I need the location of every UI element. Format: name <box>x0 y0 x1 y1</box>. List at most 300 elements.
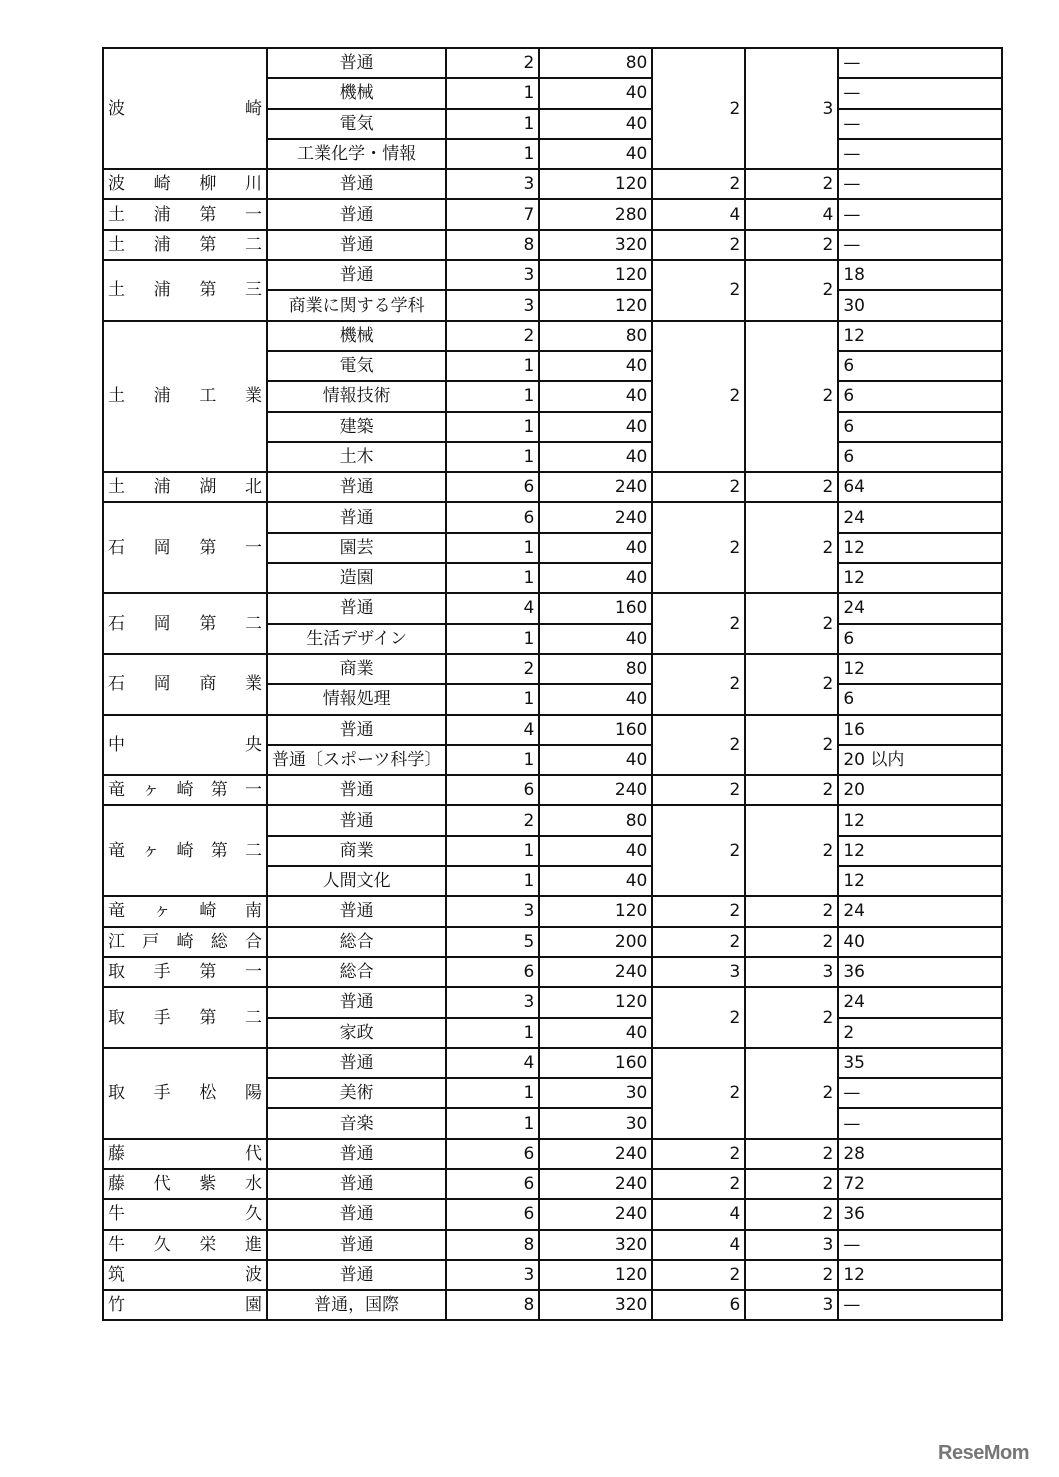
note-cell: — <box>838 1108 1002 1138</box>
school-name-char: 湖 <box>199 477 217 498</box>
course-cell: 普通 <box>267 1230 446 1260</box>
capacity-cell: 40 <box>539 351 652 381</box>
col6-cell: 3 <box>745 48 838 169</box>
classes-cell: 2 <box>446 654 539 684</box>
classes-cell: 1 <box>446 745 539 775</box>
course-cell: 建築 <box>267 412 446 442</box>
course-cell: 普通 <box>267 1260 446 1290</box>
table-row <box>103 1139 1002 1169</box>
school-name-char: 第 <box>199 204 217 225</box>
school-name-char: 取 <box>108 1007 125 1028</box>
capacity-cell: 320 <box>539 230 652 260</box>
capacity-cell: 40 <box>539 109 652 139</box>
school-name-char: 水 <box>244 1174 262 1195</box>
table-row <box>103 169 1002 199</box>
course-cell: 普通 <box>267 1048 446 1078</box>
capacity-cell: 320 <box>539 1290 652 1320</box>
course-cell: 情報技術 <box>267 381 446 411</box>
col5-cell: 2 <box>652 1260 745 1290</box>
table-row <box>103 1290 1002 1320</box>
course-cell: 普通 <box>267 593 446 623</box>
school-name-char: 第 <box>199 280 217 301</box>
school-name-char: 一 <box>244 962 262 983</box>
school-name-char: 川 <box>244 174 262 195</box>
capacity-cell: 40 <box>539 442 652 472</box>
classes-cell: 3 <box>446 290 539 320</box>
school-name-cell <box>103 654 267 715</box>
table-row <box>103 1199 1002 1229</box>
note-cell: 12 <box>838 533 1002 563</box>
school-name-char: 紫 <box>199 1174 217 1195</box>
course-cell: 普通 <box>267 987 446 1017</box>
note-cell: 20 <box>838 775 1002 805</box>
capacity-cell: 120 <box>539 260 652 290</box>
col6-cell: 3 <box>745 1290 838 1320</box>
col6-cell: 3 <box>745 1230 838 1260</box>
col6-cell: 2 <box>745 593 838 654</box>
school-name-char: 柳 <box>199 174 217 195</box>
classes-cell: 5 <box>446 927 539 957</box>
col6-cell: 2 <box>745 1139 838 1169</box>
table-row <box>103 472 1002 502</box>
school-name-cell <box>103 593 267 654</box>
school-name-char: 二 <box>244 234 262 255</box>
col5-cell: 2 <box>652 169 745 199</box>
col6-cell: 2 <box>745 1169 838 1199</box>
capacity-cell: 240 <box>539 1169 652 1199</box>
classes-cell: 1 <box>446 351 539 381</box>
school-name-cell <box>103 1260 267 1290</box>
school-name-char: 二 <box>244 1007 262 1028</box>
resemom-watermark-logo: ReseMom <box>938 1442 1029 1464</box>
school-name-char: 久 <box>245 1204 262 1225</box>
col5-cell: 2 <box>652 654 745 715</box>
col6-cell: 2 <box>745 1048 838 1139</box>
col6-cell: 2 <box>745 321 838 472</box>
col5-cell: 2 <box>652 502 745 593</box>
note-cell: 12 <box>838 805 1002 835</box>
classes-cell: 6 <box>446 957 539 987</box>
classes-cell: 1 <box>446 139 539 169</box>
school-name-char: 牛 <box>108 1234 125 1255</box>
capacity-cell: 40 <box>539 563 652 593</box>
col5-cell: 2 <box>652 805 745 896</box>
school-name-char: 竜 <box>108 840 125 861</box>
table-row <box>103 805 1002 835</box>
course-cell: 機械 <box>267 321 446 351</box>
note-cell: 18 <box>838 260 1002 290</box>
table-row <box>103 1230 1002 1260</box>
school-name-cell <box>103 321 267 472</box>
school-name-char: 南 <box>244 901 262 922</box>
table-body <box>103 48 1002 1320</box>
note-cell: 6 <box>838 442 1002 472</box>
school-name-char: 土 <box>108 234 125 255</box>
school-name-char: 取 <box>108 962 125 983</box>
col5-cell: 2 <box>652 48 745 169</box>
school-name-char: 第 <box>199 234 217 255</box>
school-name-char: 央 <box>245 734 262 755</box>
col6-cell: 2 <box>745 472 838 502</box>
col6-cell: 2 <box>745 654 838 715</box>
classes-cell: 1 <box>446 1018 539 1048</box>
table-row <box>103 654 1002 684</box>
course-cell: 普通 <box>267 805 446 835</box>
table-row <box>103 321 1002 351</box>
school-name-char: 合 <box>245 931 262 952</box>
school-name-cell <box>103 715 267 776</box>
school-name-cell <box>103 1139 267 1169</box>
capacity-cell: 280 <box>539 199 652 229</box>
classes-cell: 6 <box>446 502 539 532</box>
course-cell: 総合 <box>267 927 446 957</box>
col5-cell: 2 <box>652 230 745 260</box>
school-name-cell <box>103 957 267 987</box>
school-name-cell <box>103 260 267 321</box>
school-name-cell <box>103 502 267 593</box>
col6-cell: 2 <box>745 715 838 776</box>
col5-cell: 4 <box>652 1199 745 1229</box>
course-cell: 普通〔スポーツ科学〕 <box>267 745 446 775</box>
course-cell: 電気 <box>267 351 446 381</box>
col5-cell: 2 <box>652 593 745 654</box>
note-cell: — <box>838 199 1002 229</box>
school-name-char: 第 <box>199 613 217 634</box>
table-row <box>103 927 1002 957</box>
capacity-cell: 40 <box>539 745 652 775</box>
course-cell: 商業に関する学科 <box>267 290 446 320</box>
capacity-cell: 40 <box>539 836 652 866</box>
capacity-cell: 80 <box>539 805 652 835</box>
col6-cell: 2 <box>745 502 838 593</box>
school-name-char: 業 <box>244 386 262 407</box>
table-row <box>103 593 1002 623</box>
school-name-char: ヶ <box>142 780 160 801</box>
school-name-cell <box>103 805 267 896</box>
school-name-char: 進 <box>244 1234 262 1255</box>
school-name-char: 工 <box>199 386 217 407</box>
school-name-char: 北 <box>244 477 262 498</box>
note-cell: 6 <box>838 684 1002 714</box>
school-name-char: 波 <box>108 174 125 195</box>
school-name-char: 藤 <box>108 1174 125 1195</box>
capacity-cell: 30 <box>539 1078 652 1108</box>
table-row <box>103 48 1002 78</box>
school-name-char: 取 <box>108 1083 125 1104</box>
capacity-cell: 160 <box>539 593 652 623</box>
capacity-cell: 160 <box>539 715 652 745</box>
capacity-cell: 80 <box>539 321 652 351</box>
school-name-char: 浦 <box>153 204 171 225</box>
note-cell: 16 <box>838 715 1002 745</box>
note-cell: 35 <box>838 1048 1002 1078</box>
classes-cell: 2 <box>446 321 539 351</box>
school-name-cell <box>103 1169 267 1199</box>
school-name-char: 崎 <box>199 901 217 922</box>
note-cell: 6 <box>838 381 1002 411</box>
classes-cell: 3 <box>446 260 539 290</box>
school-name-char: 崎 <box>176 780 194 801</box>
school-name-cell <box>103 1199 267 1229</box>
capacity-cell: 40 <box>539 78 652 108</box>
school-name-char: 第 <box>199 962 217 983</box>
capacity-cell: 200 <box>539 927 652 957</box>
note-cell: 12 <box>838 1260 1002 1290</box>
course-cell: 普通 <box>267 1199 446 1229</box>
note-cell: 6 <box>838 624 1002 654</box>
school-name-char: 第 <box>199 537 217 558</box>
course-cell: 機械 <box>267 78 446 108</box>
school-name-char: 崎 <box>153 174 171 195</box>
school-name-cell <box>103 1230 267 1260</box>
school-name-char: 代 <box>153 1174 171 1195</box>
col5-cell: 2 <box>652 927 745 957</box>
col6-cell: 4 <box>745 199 838 229</box>
capacity-cell: 40 <box>539 533 652 563</box>
table-row <box>103 230 1002 260</box>
capacity-cell: 240 <box>539 957 652 987</box>
capacity-cell: 30 <box>539 1108 652 1138</box>
classes-cell: 1 <box>446 1078 539 1108</box>
note-cell: — <box>838 1078 1002 1108</box>
note-cell: 2 <box>838 1018 1002 1048</box>
course-cell: 普通 <box>267 775 446 805</box>
table-row <box>103 775 1002 805</box>
school-name-char: 岡 <box>153 674 171 695</box>
table-row <box>103 987 1002 1017</box>
note-cell: 36 <box>838 957 1002 987</box>
school-name-char: 戸 <box>142 931 160 952</box>
note-cell: — <box>838 78 1002 108</box>
school-name-char: 浦 <box>153 280 171 301</box>
classes-cell: 3 <box>446 896 539 926</box>
course-cell: 情報処理 <box>267 684 446 714</box>
course-cell: 普通 <box>267 502 446 532</box>
capacity-cell: 120 <box>539 896 652 926</box>
school-name-char: 一 <box>244 537 262 558</box>
course-cell: 普通 <box>267 1139 446 1169</box>
school-name-char: 松 <box>199 1083 217 1104</box>
course-cell: 普通 <box>267 48 446 78</box>
classes-cell: 1 <box>446 836 539 866</box>
classes-cell: 6 <box>446 472 539 502</box>
course-cell: 普通 <box>267 230 446 260</box>
note-cell: 36 <box>838 1199 1002 1229</box>
classes-cell: 2 <box>446 48 539 78</box>
school-name-char: 業 <box>244 674 262 695</box>
classes-cell: 1 <box>446 866 539 896</box>
table-row <box>103 715 1002 745</box>
note-cell: — <box>838 230 1002 260</box>
classes-cell: 1 <box>446 563 539 593</box>
col5-cell: 4 <box>652 1230 745 1260</box>
classes-cell: 1 <box>446 78 539 108</box>
col5-cell: 4 <box>652 199 745 229</box>
school-name-char: 商 <box>199 674 217 695</box>
school-name-char: 土 <box>108 477 125 498</box>
course-cell: 人間文化 <box>267 866 446 896</box>
school-name-char: 浦 <box>153 477 171 498</box>
capacity-cell: 320 <box>539 1230 652 1260</box>
note-cell: 12 <box>838 836 1002 866</box>
classes-cell: 8 <box>446 230 539 260</box>
table-row <box>103 957 1002 987</box>
note-cell: — <box>838 1230 1002 1260</box>
school-name-cell <box>103 199 267 229</box>
col6-cell: 2 <box>745 805 838 896</box>
capacity-cell: 40 <box>539 1018 652 1048</box>
table-row <box>103 199 1002 229</box>
school-name-char: 崎 <box>245 98 262 119</box>
course-cell: 電気 <box>267 109 446 139</box>
classes-cell: 8 <box>446 1290 539 1320</box>
table-row <box>103 1260 1002 1290</box>
classes-cell: 4 <box>446 1048 539 1078</box>
school-name-char: 藤 <box>108 1143 125 1164</box>
capacity-cell: 40 <box>539 624 652 654</box>
school-name-char: 浦 <box>153 234 171 255</box>
note-cell: 24 <box>838 593 1002 623</box>
course-cell: 商業 <box>267 836 446 866</box>
note-cell: 20 以内 <box>838 745 1002 775</box>
note-cell: — <box>838 139 1002 169</box>
col5-cell: 2 <box>652 321 745 472</box>
course-cell: 普通 <box>267 472 446 502</box>
col6-cell: 2 <box>745 896 838 926</box>
note-cell: 12 <box>838 654 1002 684</box>
capacity-cell: 120 <box>539 290 652 320</box>
school-name-cell <box>103 927 267 957</box>
classes-cell: 1 <box>446 1108 539 1138</box>
note-cell: 30 <box>838 290 1002 320</box>
table-row <box>103 502 1002 532</box>
table-row <box>103 260 1002 290</box>
classes-cell: 3 <box>446 169 539 199</box>
school-name-char: 二 <box>245 840 262 861</box>
capacity-cell: 120 <box>539 1260 652 1290</box>
capacity-cell: 120 <box>539 169 652 199</box>
school-name-char: 代 <box>245 1143 262 1164</box>
classes-cell: 1 <box>446 533 539 563</box>
note-cell: 6 <box>838 351 1002 381</box>
school-name-char: 岡 <box>153 613 171 634</box>
school-name-char: 総 <box>210 931 228 952</box>
school-name-char: 石 <box>108 674 125 695</box>
school-name-char: 波 <box>108 98 125 119</box>
note-cell: 24 <box>838 896 1002 926</box>
classes-cell: 6 <box>446 1169 539 1199</box>
col6-cell: 2 <box>745 1199 838 1229</box>
capacity-cell: 240 <box>539 1139 652 1169</box>
school-name-char: 崎 <box>176 840 194 861</box>
school-name-char: 土 <box>108 204 125 225</box>
course-cell: 工業化学・情報 <box>267 139 446 169</box>
col6-cell: 2 <box>745 230 838 260</box>
col6-cell: 2 <box>745 775 838 805</box>
note-cell: 24 <box>838 502 1002 532</box>
col6-cell: 2 <box>745 169 838 199</box>
school-name-char: 一 <box>244 204 262 225</box>
school-capacity-table <box>102 47 1003 1321</box>
school-name-char: 竜 <box>108 901 125 922</box>
col5-cell: 2 <box>652 1169 745 1199</box>
note-cell: 40 <box>838 927 1002 957</box>
capacity-cell: 120 <box>539 987 652 1017</box>
course-cell: 普通 <box>267 260 446 290</box>
school-name-char: 園 <box>245 1295 262 1316</box>
table-row <box>103 1169 1002 1199</box>
note-cell: 24 <box>838 987 1002 1017</box>
classes-cell: 1 <box>446 109 539 139</box>
school-name-char: 第 <box>199 1007 217 1028</box>
col5-cell: 2 <box>652 775 745 805</box>
course-cell: 園芸 <box>267 533 446 563</box>
note-cell: 72 <box>838 1169 1002 1199</box>
course-cell: 普通 <box>267 1169 446 1199</box>
course-cell: 家政 <box>267 1018 446 1048</box>
school-name-char: 中 <box>108 734 125 755</box>
capacity-cell: 40 <box>539 412 652 442</box>
school-name-char: 栄 <box>199 1234 217 1255</box>
col5-cell: 2 <box>652 1048 745 1139</box>
school-name-char: 手 <box>153 1083 171 1104</box>
course-cell: 美術 <box>267 1078 446 1108</box>
capacity-cell: 240 <box>539 502 652 532</box>
school-name-cell <box>103 48 267 169</box>
school-name-cell <box>103 472 267 502</box>
col5-cell: 2 <box>652 896 745 926</box>
school-name-char: ヶ <box>153 901 171 922</box>
capacity-cell: 40 <box>539 866 652 896</box>
school-name-char: 第 <box>210 840 228 861</box>
col5-cell: 2 <box>652 987 745 1048</box>
table-row <box>103 896 1002 926</box>
col6-cell: 2 <box>745 1260 838 1290</box>
school-name-char: 手 <box>153 1007 171 1028</box>
classes-cell: 1 <box>446 684 539 714</box>
note-cell: — <box>838 169 1002 199</box>
capacity-cell: 240 <box>539 472 652 502</box>
col5-cell: 6 <box>652 1290 745 1320</box>
school-name-char: 波 <box>245 1265 262 1286</box>
school-name-cell <box>103 987 267 1048</box>
col5-cell: 2 <box>652 1139 745 1169</box>
col5-cell: 2 <box>652 472 745 502</box>
school-name-char: 竹 <box>108 1295 125 1316</box>
capacity-cell: 40 <box>539 684 652 714</box>
classes-cell: 1 <box>446 624 539 654</box>
classes-cell: 7 <box>446 199 539 229</box>
col6-cell: 2 <box>745 260 838 321</box>
school-name-cell <box>103 1290 267 1320</box>
capacity-cell: 40 <box>539 139 652 169</box>
classes-cell: 6 <box>446 775 539 805</box>
school-name-char: 岡 <box>153 537 171 558</box>
note-cell: 12 <box>838 563 1002 593</box>
note-cell: 12 <box>838 321 1002 351</box>
course-cell: 普通，国際 <box>267 1290 446 1320</box>
school-name-char: 石 <box>108 537 125 558</box>
school-name-char: 手 <box>153 962 171 983</box>
school-name-cell <box>103 230 267 260</box>
col5-cell: 2 <box>652 715 745 776</box>
classes-cell: 4 <box>446 593 539 623</box>
school-name-char: 久 <box>153 1234 171 1255</box>
capacity-cell: 40 <box>539 381 652 411</box>
classes-cell: 3 <box>446 1260 539 1290</box>
course-cell: 商業 <box>267 654 446 684</box>
classes-cell: 6 <box>446 1199 539 1229</box>
